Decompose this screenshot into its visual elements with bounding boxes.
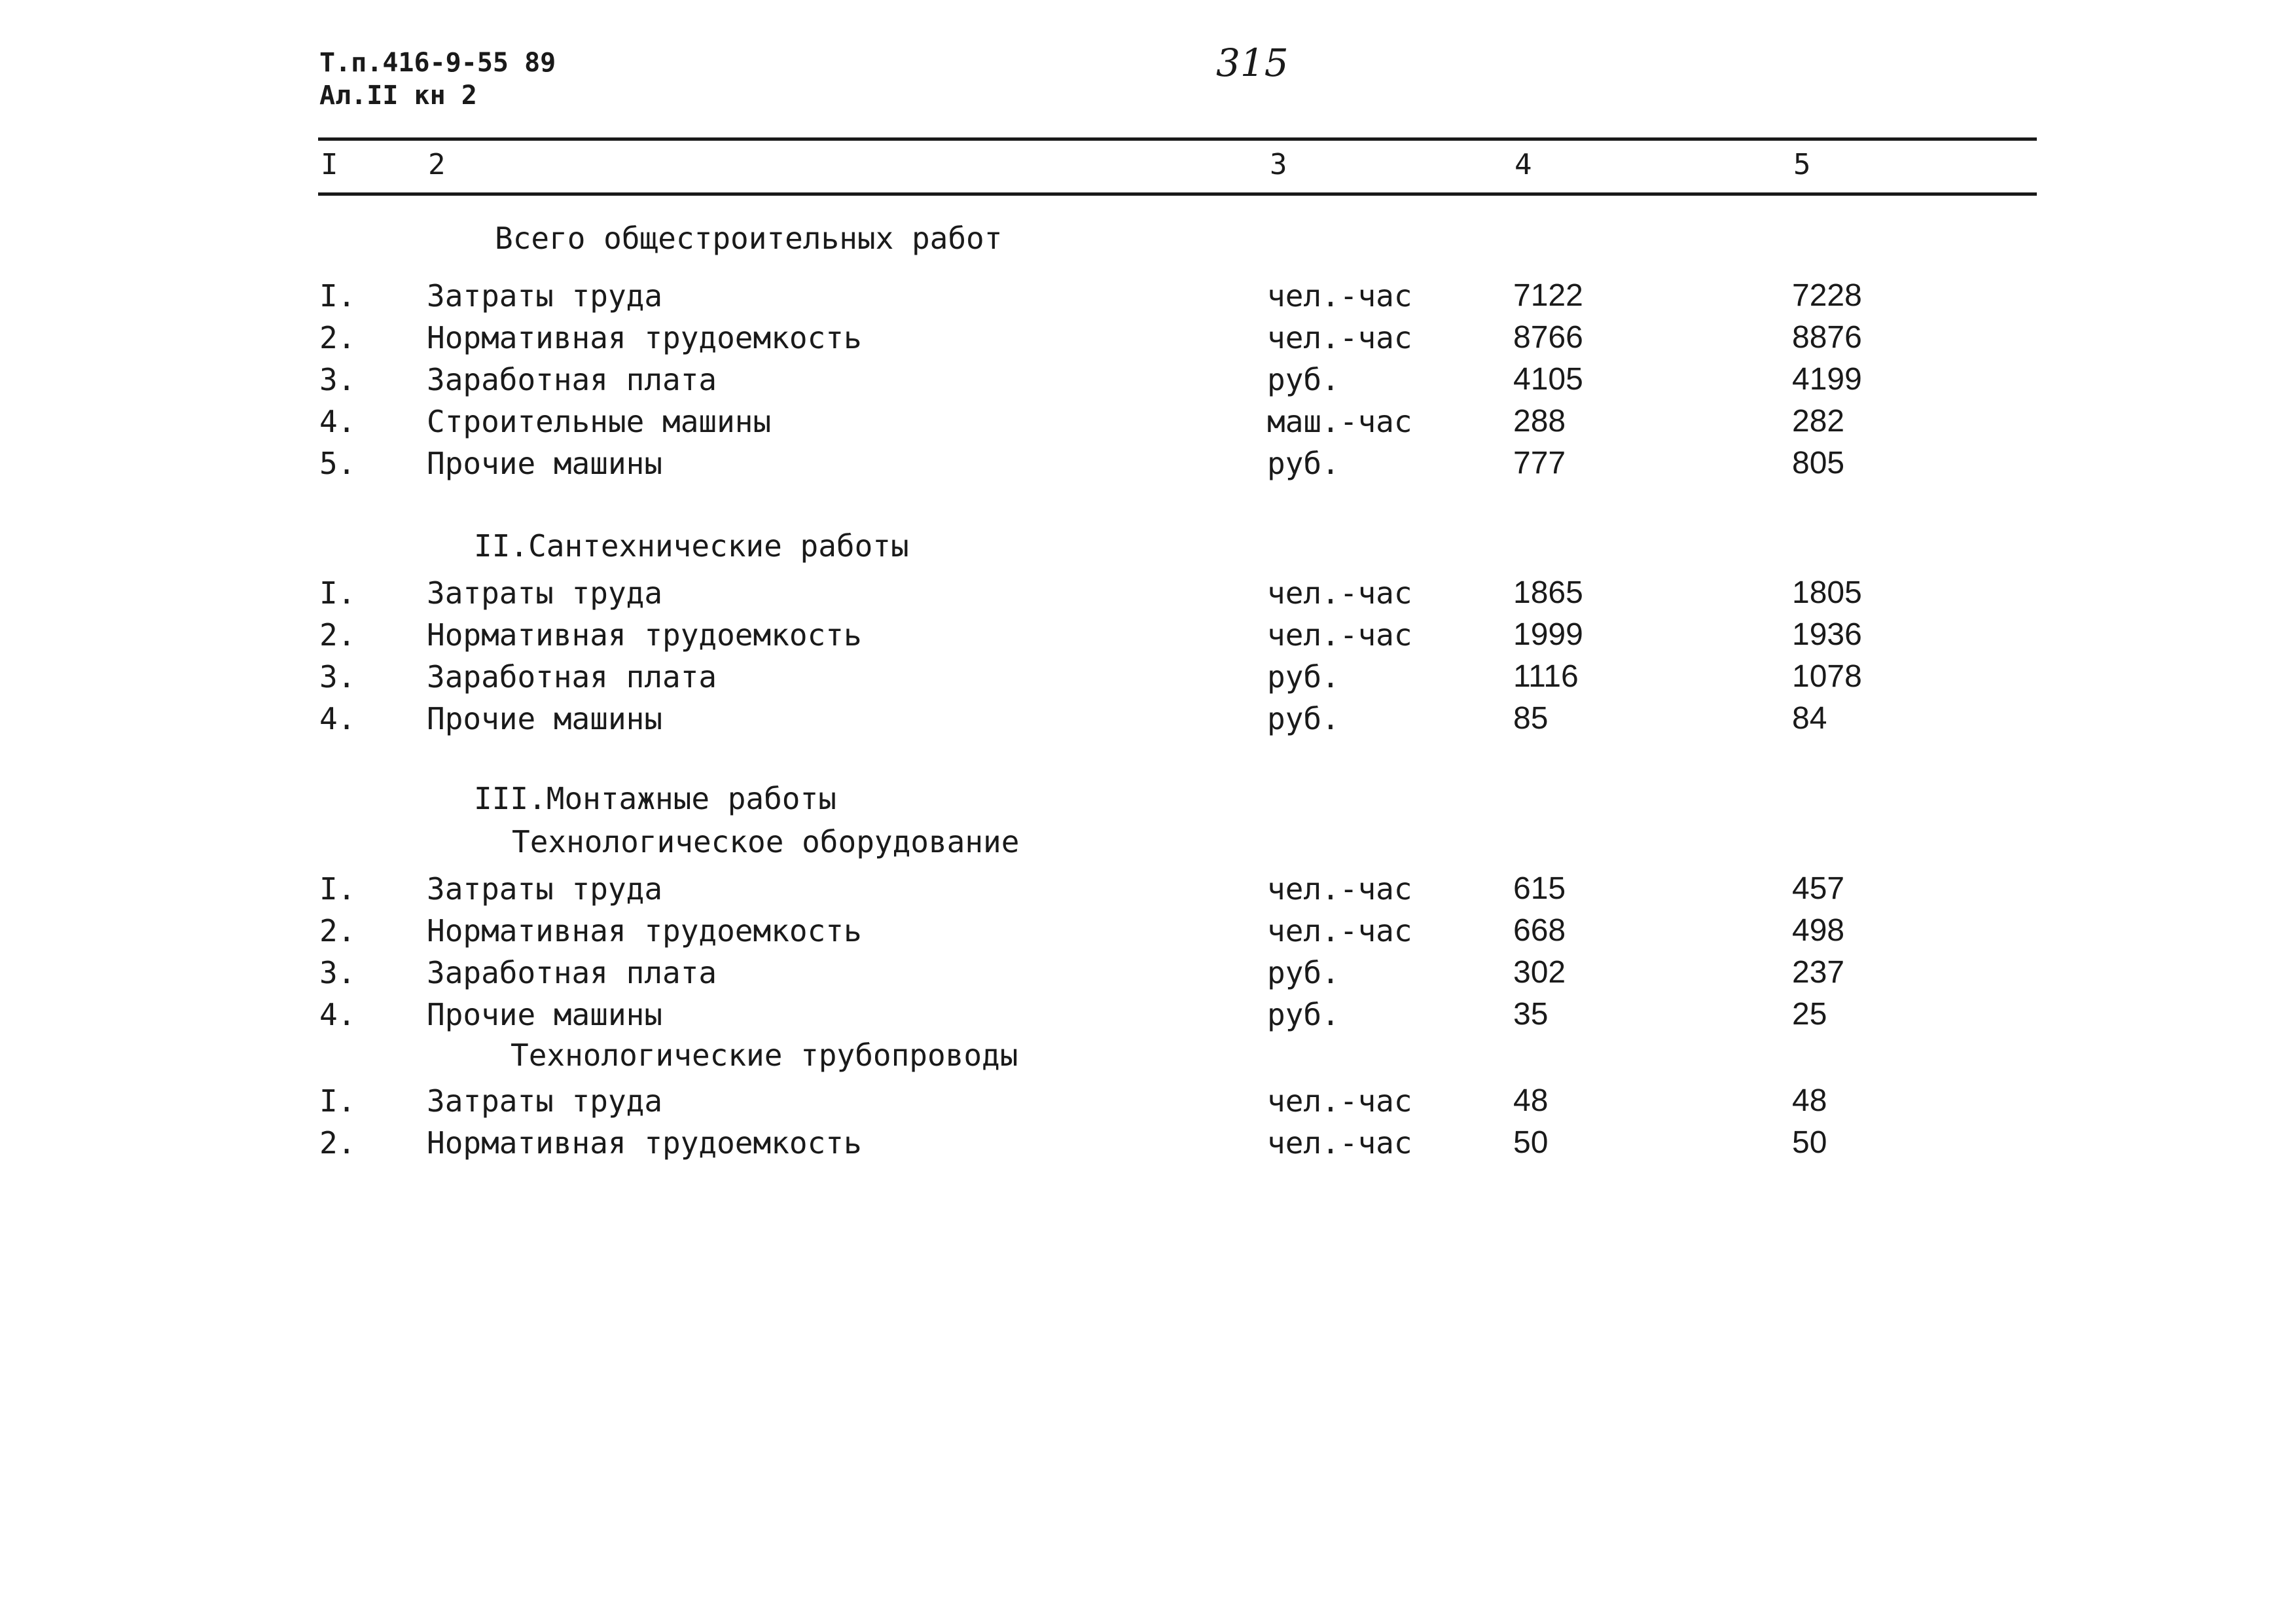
row-unit: руб. (1267, 659, 1340, 695)
row-name: Нормативная трудоемкость (427, 913, 862, 948)
row-name: Прочие машины (427, 701, 663, 736)
row-value-4: 7122 (1513, 278, 1583, 313)
row-value-4: 288 (1513, 404, 1566, 439)
column-header-1: I (321, 148, 338, 181)
section-title: II.Сантехнические работы (474, 528, 909, 564)
row-value-5: 50 (1792, 1125, 1827, 1160)
row-unit: руб. (1267, 446, 1340, 481)
table-row (0, 1080, 2296, 1122)
row-value-5: 25 (1792, 997, 1827, 1032)
table-row (0, 1122, 2296, 1164)
row-number: I. (319, 575, 356, 611)
row-unit: чел.-час (1267, 320, 1412, 355)
row-value-5: 48 (1792, 1083, 1827, 1118)
row-value-5: 1078 (1792, 659, 1862, 694)
row-number: 3. (319, 362, 356, 397)
table-row (0, 317, 2296, 359)
section-title: III.Монтажные работы (474, 781, 836, 816)
table-row (0, 359, 2296, 401)
row-value-4: 48 (1513, 1083, 1549, 1118)
table-row (0, 442, 2296, 484)
row-number: 3. (319, 955, 356, 990)
row-value-4: 302 (1513, 955, 1566, 990)
row-name: Затраты труда (427, 575, 663, 611)
row-number: 4. (319, 404, 356, 439)
row-unit: чел.-час (1267, 278, 1412, 314)
row-name: Прочие машины (427, 997, 663, 1032)
row-value-4: 1999 (1513, 617, 1583, 652)
column-header-3: 3 (1270, 148, 1287, 181)
row-value-4: 50 (1513, 1125, 1549, 1160)
row-name: Заработная плата (427, 659, 717, 695)
row-value-5: 8876 (1792, 320, 1862, 355)
row-unit: чел.-час (1267, 871, 1412, 907)
row-value-5: 84 (1792, 701, 1827, 736)
row-unit: руб. (1267, 701, 1340, 736)
column-header-2: 2 (428, 148, 446, 181)
page-number: 315 (1216, 41, 1289, 85)
row-number: 4. (319, 701, 356, 736)
section-title: Всего общестроительных работ (495, 221, 1003, 256)
row-name: Нормативная трудоемкость (427, 1125, 862, 1161)
row-unit: чел.-час (1267, 575, 1412, 611)
table-row (0, 275, 2296, 317)
table-row (0, 910, 2296, 952)
row-value-5: 1805 (1792, 575, 1862, 610)
table-row (0, 656, 2296, 698)
row-number: 5. (319, 446, 356, 481)
table-row (0, 952, 2296, 994)
row-value-4: 615 (1513, 871, 1566, 906)
row-value-5: 457 (1792, 871, 1845, 906)
row-name: Затраты труда (427, 278, 663, 314)
row-value-5: 4199 (1792, 362, 1862, 397)
row-name: Нормативная трудоемкость (427, 617, 862, 653)
table-top-rule (318, 137, 2037, 141)
row-number: 2. (319, 913, 356, 948)
row-number: 4. (319, 997, 356, 1032)
row-number: 2. (319, 617, 356, 653)
row-name: Строительные машины (427, 404, 772, 439)
column-header-5: 5 (1793, 148, 1811, 181)
row-value-5: 498 (1792, 913, 1845, 948)
row-unit: чел.-час (1267, 1125, 1412, 1161)
table-row (0, 572, 2296, 614)
row-number: 2. (319, 1125, 356, 1161)
row-value-4: 35 (1513, 997, 1549, 1032)
row-number: 2. (319, 320, 356, 355)
row-value-4: 777 (1513, 446, 1566, 480)
column-header-4: 4 (1515, 148, 1532, 181)
row-unit: руб. (1267, 955, 1340, 990)
table-header-rule (318, 192, 2037, 196)
row-name: Нормативная трудоемкость (427, 320, 862, 355)
row-number: I. (319, 278, 356, 314)
row-unit: чел.-час (1267, 1083, 1412, 1119)
row-value-5: 237 (1792, 955, 1845, 990)
row-value-5: 7228 (1792, 278, 1862, 313)
row-number: I. (319, 871, 356, 907)
table-row (0, 698, 2296, 740)
row-value-4: 85 (1513, 701, 1549, 736)
row-value-4: 1116 (1513, 659, 1579, 694)
row-name: Заработная плата (427, 362, 717, 397)
row-value-4: 4105 (1513, 362, 1583, 397)
row-unit: руб. (1267, 997, 1340, 1032)
row-value-4: 668 (1513, 913, 1566, 948)
row-value-4: 1865 (1513, 575, 1583, 610)
section-title: Технологические трубопроводы (511, 1038, 1018, 1073)
album-volume: Ал.II кн 2 (319, 81, 477, 111)
row-unit: маш.-час (1267, 404, 1412, 439)
row-number: 3. (319, 659, 356, 695)
row-name: Прочие машины (427, 446, 663, 481)
row-value-4: 8766 (1513, 320, 1583, 355)
row-unit: чел.-час (1267, 617, 1412, 653)
row-value-5: 282 (1792, 404, 1845, 439)
row-name: Затраты труда (427, 871, 663, 907)
row-value-5: 805 (1792, 446, 1845, 480)
row-unit: чел.-час (1267, 913, 1412, 948)
table-row (0, 401, 2296, 442)
row-number: I. (319, 1083, 356, 1119)
table-row (0, 868, 2296, 910)
table-row (0, 614, 2296, 656)
row-name: Заработная плата (427, 955, 717, 990)
section-subtitle: Технологическое оборудование (512, 824, 1020, 859)
doc-code: Т.п.416-9-55 89 (319, 48, 556, 78)
row-value-5: 1936 (1792, 617, 1862, 652)
table-row (0, 994, 2296, 1036)
row-unit: руб. (1267, 362, 1340, 397)
row-name: Затраты труда (427, 1083, 663, 1119)
